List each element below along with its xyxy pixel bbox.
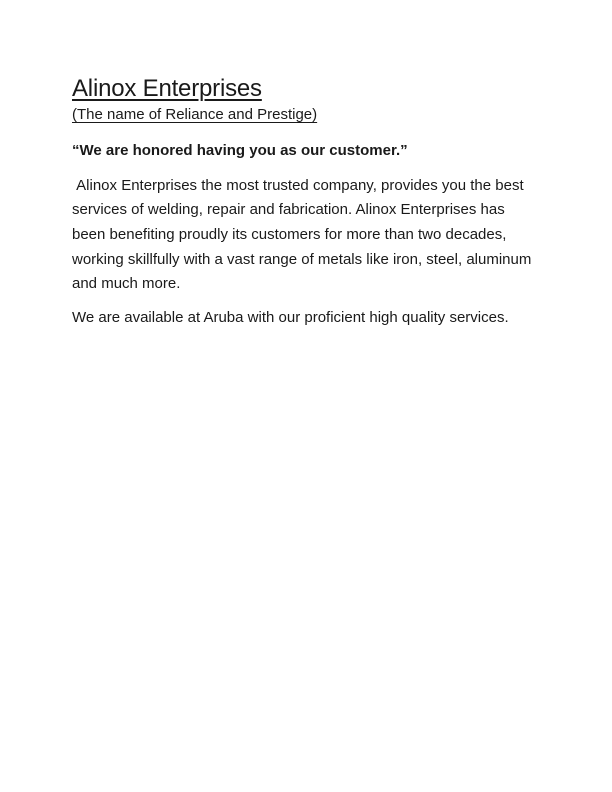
document-subtitle: (The name of Reliance and Prestige) xyxy=(72,106,318,124)
customer-tagline: “We are honored having you as our customer.” xyxy=(72,142,408,160)
paragraph-availability: We are available at Aruba with our proficient high quality services. xyxy=(72,308,509,326)
paragraph-company-description: Alinox Enterprises the most trusted company, provides you the best services of welding, repair and fabrication. Alinox Enterprises has been benefiting proudly its customers for more than two decades, working skillfully with a vast range of metals like iron, steel, aluminum and much more. xyxy=(72,176,536,293)
document-title: Alinox Enterprises xyxy=(72,75,262,102)
